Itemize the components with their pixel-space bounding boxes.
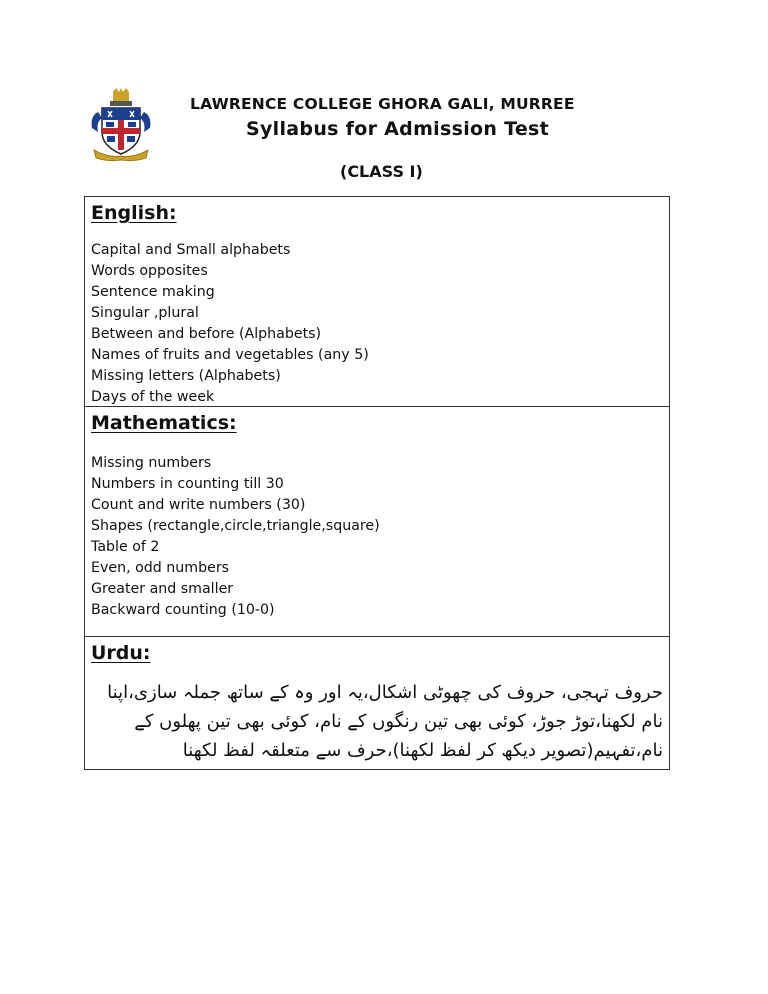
- mathematics-topic: Count and write numbers (30): [91, 497, 306, 513]
- english-section: [85, 197, 669, 406]
- english-heading: English:: [91, 202, 177, 224]
- english-topic: Sentence making: [91, 284, 215, 300]
- mathematics-topic: Table of 2: [91, 539, 160, 555]
- mathematics-topic-list: [91, 453, 669, 621]
- mathematics-section: [85, 406, 669, 636]
- english-topic: Names of fruits and vegetables (any 5): [91, 347, 369, 363]
- english-topic: Between and before (Alphabets): [91, 326, 322, 342]
- mathematics-topic: Greater and smaller: [91, 581, 234, 597]
- urdu-heading: Urdu:: [91, 642, 151, 664]
- mathematics-topic: Even, odd numbers: [91, 560, 230, 576]
- english-topic-list: [91, 240, 669, 408]
- class-label: (CLASS I): [340, 162, 423, 181]
- english-topic: Missing letters (Alphabets): [91, 368, 281, 384]
- urdu-section: [85, 636, 669, 769]
- english-topic: Days of the week: [91, 389, 215, 405]
- college-name: LAWRENCE COLLEGE GHORA GALI, MURREE: [190, 95, 575, 113]
- mathematics-heading: Mathematics:: [91, 412, 237, 434]
- mathematics-topic: Missing numbers: [91, 455, 212, 471]
- english-topic: Singular ,plural: [91, 305, 199, 321]
- mathematics-topic: Shapes (rectangle,circle,triangle,square): [91, 518, 380, 534]
- syllabus-table: [84, 196, 670, 770]
- mathematics-topic: Backward counting (10-0): [91, 602, 275, 618]
- page-title: Syllabus for Admission Test: [246, 118, 550, 140]
- english-topic: Words opposites: [91, 263, 208, 279]
- urdu-syllabus-text: حروف تہجی، حروف کی چھوٹی اشکال،یہ اور وہ کے ساتھ جملہ سازی،اپنا نام لکھنا،توڑ جوڑ، کوئی بھی تین رنگوں کے نام، کوئی بھی تین پھلوں کے نام،تفہیم(تصویر دیکھ کر لفظ لکھنا)،حرف سے متعلقہ لفظ لکھنا: [107, 682, 663, 761]
- mathematics-topic: Numbers in counting till 30: [91, 476, 284, 492]
- college-crest-icon: [88, 88, 154, 162]
- english-topic: Capital and Small alphabets: [91, 242, 291, 258]
